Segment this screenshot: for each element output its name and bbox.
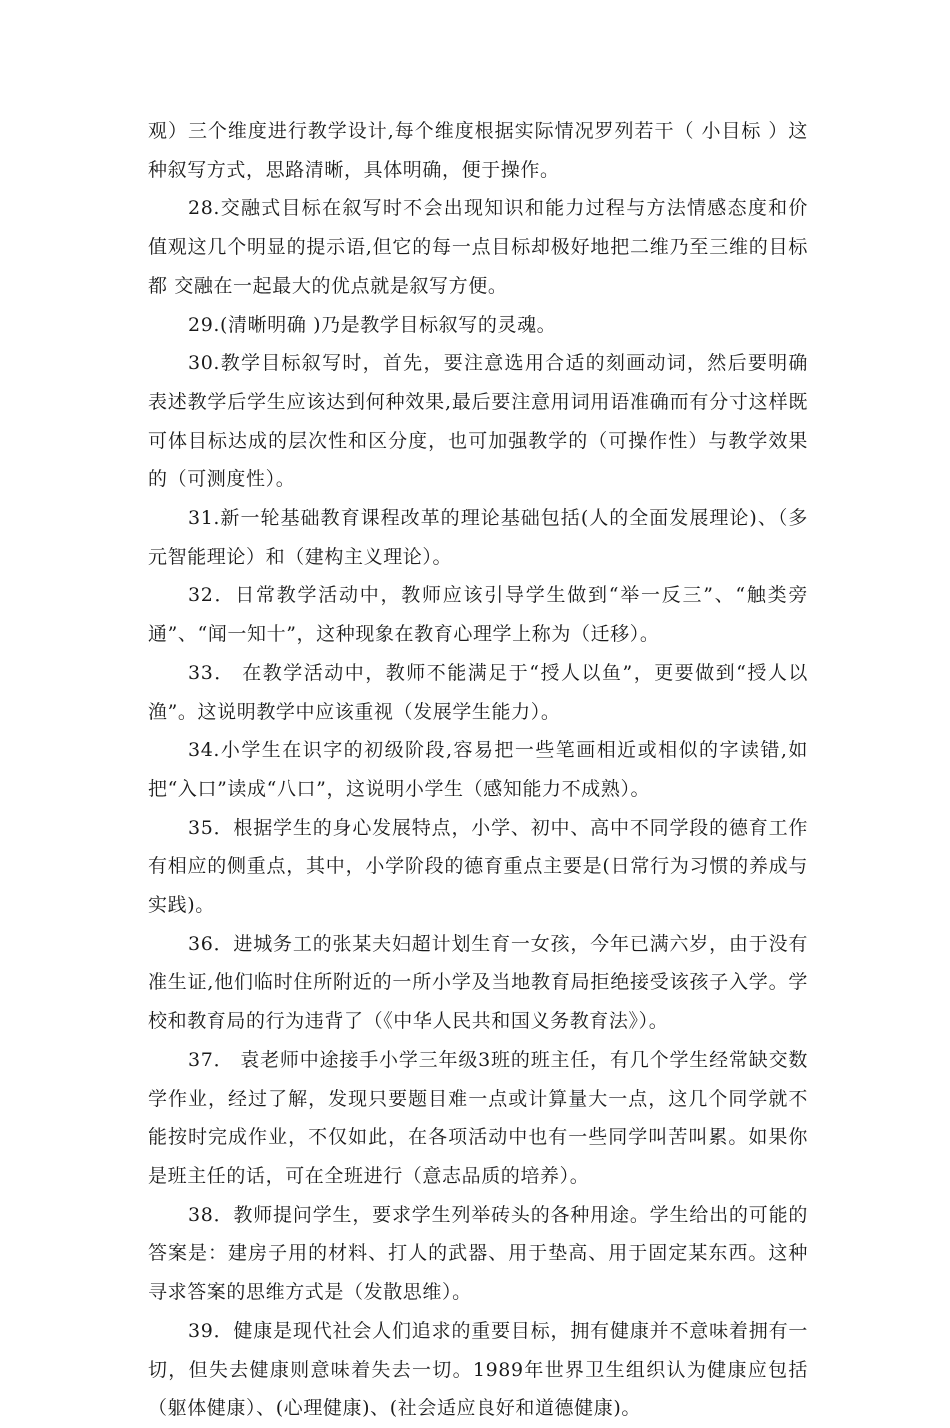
question-28: 28.交融式目标在叙写时不会出现知识和能力过程与方法情感态度和价值观这几个明显的提示语,但它的每一点目标却极好地把二维乃至三维的目标都 交融在一起最大的优点就是叙写方便。 bbox=[148, 197, 808, 297]
question-32: 32．日常教学活动中，教师应该引导学生做到“举一反三”、“触类旁通”、“闻一知十”，这种现象在教育心理学上称为（迁移）。 bbox=[148, 584, 808, 646]
question-29: 29.(清晰明确 )乃是教学目标叙写的灵魂。 bbox=[188, 313, 557, 336]
question-37: 37． 袁老师中途接手小学三年级3班的班主任，有几个学生经常缺交数学作业，经过了解，发现只要题目难一点或计算量大一点，这几个同学就不能按时完成作业，不仅如此，在各项活动中也有一些同学叫苦叫累。如果你是班主任的话，可在全班进行（意志品质的培养）。 bbox=[148, 1048, 808, 1187]
question-31: 31.新一轮基础教育课程改革的理论基础包括(人的全面发展理论)、（多元智能理论）和（建构主义理论）。 bbox=[148, 507, 808, 568]
question-36: 36．进城务工的张某夫妇超计划生育一女孩，今年已满六岁，由于没有准生证,他们临时住所附近的一所小学及当地教育局拒绝接受该孩子入学。学校和教育局的行为违背了（《中华人民共和国义务教育法》）。 bbox=[148, 932, 808, 1033]
question-30: 30.教学目标叙写时，首先，要注意选用合适的刻画动词，然后要明确表述教学后学生应该达到何种效果,最后要注意用词用语准确而有分寸这样既可体目标达成的层次性和区分度，也可加强教学的（可操作性）与教学效果的（可测度性）。 bbox=[148, 352, 808, 491]
question-35: 35．根据学生的身心发展特点，小学、初中、高中不同学段的德育工作有相应的侧重点，其中，小学阶段的德育重点主要是(日常行为习惯的养成与实践)。 bbox=[148, 816, 808, 917]
question-34: 34.小学生在识字的初级阶段,容易把一些笔画相近或相似的字读错,如把“入口”读成“八口”，这说明小学生（感知能力不成熟）。 bbox=[148, 739, 808, 800]
question-38: 38．教师提问学生，要求学生列举砖头的各种用途。学生给出的可能的答案是：建房子用的材料、打人的武器、用于垫高、用于固定某东西。这种寻求答案的思维方式是（发散思维）。 bbox=[148, 1203, 808, 1304]
question-33: 33． 在教学活动中，教师不能满足于“授人以鱼”，更要做到“授人以渔”。这说明教学中应该重视（发展学生能力）。 bbox=[148, 661, 808, 723]
question-39: 39．健康是现代社会人们追求的重要目标，拥有健康并不意味着拥有一切，但失去健康则意味着失去一切。1989年世界卫生组织认为健康应包括（躯体健康）、(心理健康)、(社会适应良好和道德健康)。 bbox=[148, 1319, 808, 1420]
document-body bbox=[148, 112, 808, 1428]
paragraph-continuation: 观）三个维度进行教学设计,每个维度根据实际情况罗列若干（ 小目标 ）这种叙写方式，思路清晰，具体明确，便于操作。 bbox=[148, 120, 808, 181]
